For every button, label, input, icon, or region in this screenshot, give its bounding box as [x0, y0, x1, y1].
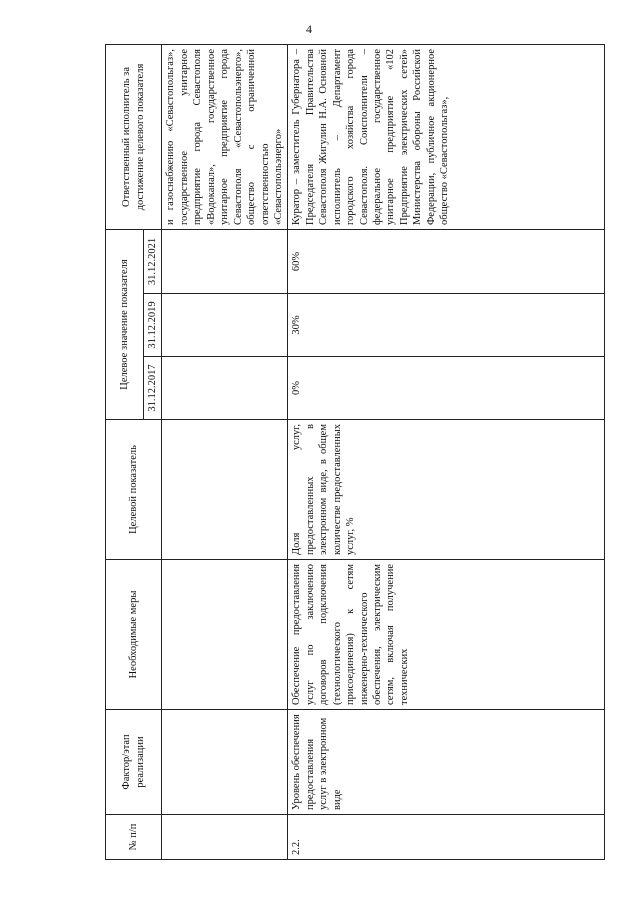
row-indicator: Доля услуг, предоставленных в электронном виде, в общем количестве предоставленных услуг, % — [288, 420, 605, 560]
header-measures: Необходимые меры — [106, 560, 162, 710]
cont-measures — [162, 560, 288, 710]
row-value-2017: 0% — [288, 357, 605, 420]
cont-v2017 — [162, 357, 288, 420]
target-indicators-table — [105, 44, 605, 860]
row-num: 2.2. — [288, 815, 605, 860]
header-date-2017: 31.12.2017 — [144, 357, 162, 420]
row-factor: Уровень обеспечения предоставления услуг в электронном виде — [288, 710, 605, 815]
row-measures: Обеспечение предоставления услуг по заключению договоров подключения (технологического присоединения) к сетям инженерно-технического обеспечения, электрическим сетям, включая получение технических — [288, 560, 605, 710]
cont-num — [162, 815, 288, 860]
continuation-row — [162, 45, 288, 860]
table-row-2-2 — [288, 45, 605, 860]
header-indicator: Целевой показатель — [106, 420, 162, 560]
header-factor: Фактор/этап реализации — [106, 710, 162, 815]
cont-v2021 — [162, 230, 288, 294]
header-target-value: Целевое значение показателя — [106, 230, 144, 420]
row-value-2019: 30% — [288, 294, 605, 357]
rotated-table-wrapper — [105, 45, 605, 860]
header-date-2019: 31.12.2019 — [144, 294, 162, 357]
cont-v2019 — [162, 294, 288, 357]
cont-responsible: и газоснабжению «Севастопольгаз», государственное унитарное предприятие города Севастополя «Водоканал», государственное унитарное предприятие города Севастополя «Севастопольэнерго», общество с ограниченной ответственностью «Севастопольэнерго» — [162, 45, 288, 230]
page-number: 4 — [306, 22, 312, 36]
header-responsible: Ответственный исполнитель за достижение целевого показателя — [106, 45, 162, 230]
row-value-2021: 60% — [288, 230, 605, 294]
header-date-2021: 31.12.2021 — [144, 230, 162, 294]
row-responsible: Куратор – заместитель Губернатора – Председателя Правительства Севастополя Жигулин Н.А. Основной исполнитель – Департамент городского хозяйства города Севастополя. Соисполнители – федеральное государственное унитарное предприятие «102 Предприятие электрических сетей» Министерства обороны Российской Федерации, публичное акционерное общество «Севастопольгаз», — [288, 45, 605, 230]
header-num: № п/п — [106, 815, 162, 860]
cont-factor — [162, 710, 288, 815]
cont-indicator — [162, 420, 288, 560]
header-row — [106, 45, 144, 860]
